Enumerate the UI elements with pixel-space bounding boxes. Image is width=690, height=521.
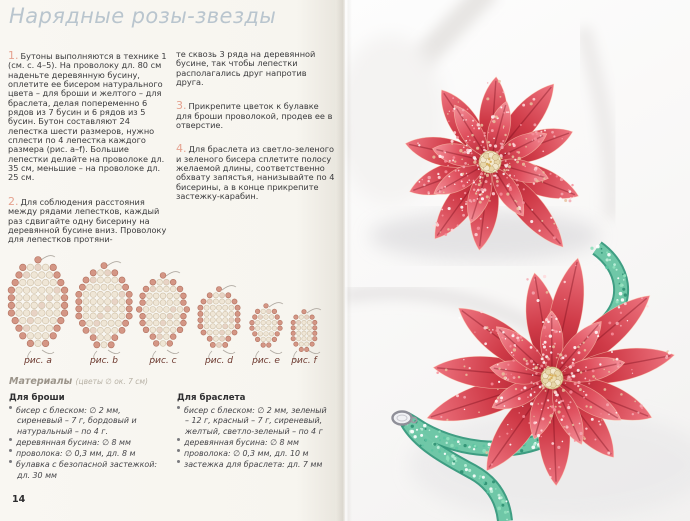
paragraph-text: Бутоны выполняются в технике 1 (см. с. 4–5). На проволоку дл. 80 см наденьте деревянную бусину, оплетите ее бисером натурального цвета – для броши и желтого – для браслета, делая попеременно 6 рядов из 7 бусин и 6 рядов из 5 бусин. Бутон составляют 24 лепестка шести размеров, нужно сплести по 4 лепестка каждого размера (рис. a–f). Большие лепестки делайте на проволоке дл. 35 см, меньшие – на проволоке дл. 25 см. [8, 51, 167, 183]
photo-beaded-flowers [345, 0, 690, 521]
material-item: бисер с блеском: ∅ 2 мм, зеленый – 12 г, красный – 7 г, сиреневый, желтый, светло-зеленый – по 4 г [177, 406, 333, 437]
material-item: застежка для браслета: дл. 7 мм [177, 460, 333, 470]
instruction-paragraph [176, 100, 335, 130]
petal-diagram [250, 303, 283, 366]
petal-diagram [76, 262, 133, 366]
materials-brooch [9, 393, 165, 482]
photo-page [345, 0, 690, 521]
instruction-column-2 [176, 50, 335, 258]
paragraph-text: те сквозь 3 ряда на деревянной бусине, так чтобы лепестки располагались друг напротив друга. [176, 49, 316, 88]
paragraph-number: 1. [8, 49, 19, 62]
materials-brooch-list [9, 406, 165, 481]
materials-section [9, 376, 339, 482]
material-item: бисер с блеском: ∅ 2 мм, сиреневый – 7 г, бордовый и натуральный – по 4 г. [9, 406, 165, 437]
figure-label: рис. c [149, 356, 177, 366]
bracelet-clasp [393, 412, 417, 425]
paragraph-number: 4. [176, 142, 187, 156]
instruction-columns [8, 50, 336, 258]
figure-label: рис. e [252, 356, 280, 366]
material-item: булавка с безопасной застежкой: дл. 30 мм [9, 460, 165, 481]
materials-bracelet-title: Для браслета [177, 393, 246, 403]
page-number: 14 [12, 494, 26, 505]
figure-label: рис. d [205, 356, 233, 366]
material-item: деревянная бусина: ∅ 8 мм [9, 438, 165, 448]
figure-label: рис. a [24, 356, 52, 366]
instruction-paragraph [176, 143, 335, 201]
material-item: проволока: ∅ 0,3 мм, дл. 8 м [9, 449, 165, 459]
instruction-column-1 [8, 50, 167, 258]
petal-diagram [8, 256, 68, 366]
materials-header [9, 376, 339, 387]
paragraph-text: Для соблюдения расстояния между рядами лепестков, каждый раз сдвигайте одну бисерину на деревянной бусине вниз. Проволоку для лепестков протяни- [8, 196, 167, 245]
petal-diagram [198, 286, 240, 366]
paragraph-text: Прикрепите цветок к булавке для броши проволокой, продев ее в отверстие. [176, 101, 333, 131]
materials-bracelet-list [177, 406, 333, 471]
materials-brooch-title: Для броши [9, 393, 65, 403]
petal-diagram [290, 309, 321, 366]
instruction-paragraph [176, 50, 335, 87]
page-title: Нарядные розы-звезды [9, 4, 277, 28]
paragraph-text: Для браслета из светло-зеленого и зеленого бисера сплетите полосу желаемой длины, соответственно обхвату запястья, нанизывайте по 4 бисерины, а в конце прикрепите застежку-карабин. [176, 144, 335, 202]
instruction-paragraph [8, 196, 167, 245]
instruction-paragraph [8, 50, 167, 183]
paragraph-number: 3. [176, 99, 187, 113]
figure-label: рис. f [291, 356, 317, 366]
materials-note: (цветы ∅ ок. 7 см) [75, 377, 148, 386]
petal-diagram [136, 272, 189, 366]
material-item: проволока: ∅ 0,3 мм, дл. 10 м [177, 449, 333, 459]
paragraph-number: 2. [8, 194, 19, 208]
materials-bracelet [177, 393, 333, 482]
materials-header-label: Материалы [9, 376, 73, 387]
bead-petal-diagram-svg [2, 255, 342, 373]
material-item: деревянная бусина: ∅ 8 мм [177, 438, 333, 448]
figure-label: рис. b [90, 356, 118, 366]
petal-diagrams [2, 255, 342, 373]
